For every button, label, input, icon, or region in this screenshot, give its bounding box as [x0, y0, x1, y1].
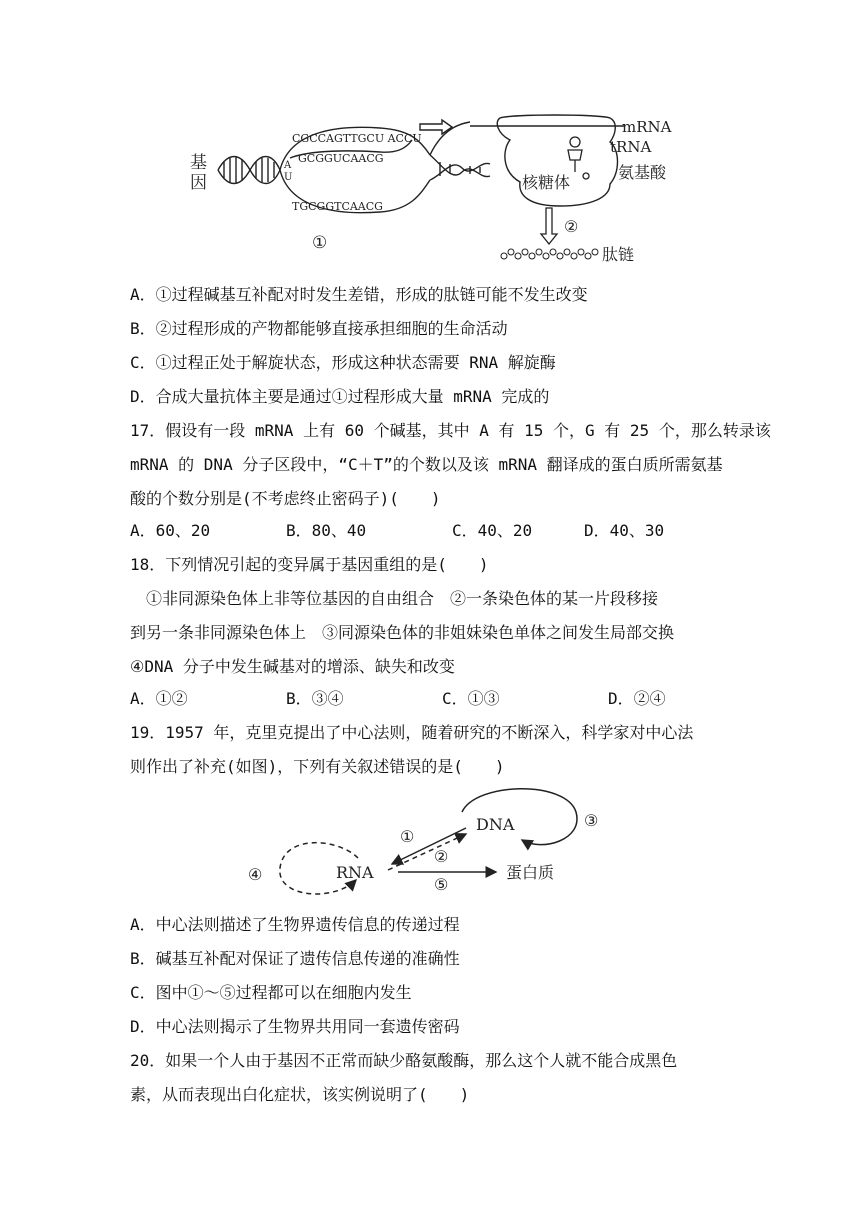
q19-option-b: B．碱基互补配对保证了遗传信息传递的准确性: [130, 949, 460, 968]
sequence-top: CGCCAGTTGCU ACCU: [292, 132, 422, 145]
q19-option-c: C．图中①～⑤过程都可以在细胞内发生: [130, 983, 412, 1002]
process-3-label: ③: [584, 811, 599, 830]
q16-option-a: A．①过程碱基互补配对时发生差错，形成的肽链可能不发生改变: [130, 285, 588, 304]
q19-option-a: A．中心法则描述了生物界遗传信息的传递过程: [130, 915, 460, 934]
sequence-bottom: TGCGGTCAACG: [292, 200, 383, 213]
q17-option-c: C．40、20: [452, 521, 533, 540]
gene-label-1: 基: [190, 153, 207, 173]
ribosome-label: 核糖体: [522, 173, 571, 192]
down-arrow-icon: [541, 208, 557, 244]
gene-label-2: 因: [190, 173, 207, 193]
trna-label: tRNA: [610, 138, 652, 156]
q18-option-d: D．②④: [608, 689, 666, 708]
mrna-label: mRNA: [622, 118, 672, 136]
q19-option-d: D．中心法则揭示了生物界共用同一套遗传密码: [130, 1017, 460, 1036]
q18-option-a: A．①②: [130, 689, 188, 708]
trna-icon: [568, 137, 589, 179]
process-2-label: ②: [434, 847, 449, 866]
sequence-a: A: [284, 160, 292, 171]
process-2-label: ②: [564, 217, 579, 236]
q18-option-c: C．①③: [442, 689, 500, 708]
q20-stem-line-2: 素，从而表现出白化症状，该实例说明了( ): [130, 1085, 470, 1104]
q16-option-b: B．②过程形成的产物都能够直接承担细胞的生命活动: [130, 319, 508, 338]
ribosome-shape: [470, 115, 625, 206]
amino-acid-label: 氨基酸: [618, 163, 667, 182]
q20-stem-line-1: 20．如果一个人由于基因不正常而缺少酪氨酸酶，那么这个人就不能合成黑色: [130, 1051, 678, 1070]
q18-stem-line-2: ①非同源染色体上非等位基因的自由组合 ②一条染色体的某一片段移接: [130, 589, 659, 608]
dna-label: DNA: [476, 815, 515, 834]
protein-label: 蛋白质: [506, 863, 555, 882]
peptide-chain: [501, 249, 598, 259]
q17-option-a: A．60、20: [130, 521, 211, 540]
q16-option-d: D．合成大量抗体主要是通过①过程形成大量 mRNA 完成的: [130, 387, 550, 406]
process-4-label: ④: [248, 865, 263, 884]
rna-label: RNA: [336, 863, 374, 882]
peptide-label: 肽链: [602, 245, 635, 264]
q19-stem-line-1: 19．1957 年，克里克提出了中心法则，随着研究的不断深入，科学家对中心法: [130, 723, 694, 742]
sequence-mrna: GCGGUCAACG: [298, 152, 384, 165]
q17-stem-line-3: 酸的个数分别是(不考虑终止密码子)( ): [130, 489, 441, 508]
sequence-u: U: [284, 172, 293, 183]
q16-option-c: C．①过程正处于解旋状态，形成这种状态需要 RNA 解旋酶: [130, 353, 556, 372]
transcription-translation-figure: [180, 110, 680, 270]
process-1-label: ①: [312, 233, 328, 253]
dna-helix-right: [430, 155, 490, 180]
process-5-label: ⑤: [434, 875, 449, 894]
central-dogma-figure: [240, 782, 620, 902]
q18-stem-line-4: ④DNA 分子中发生碱基对的增添、缺失和改变: [130, 657, 455, 676]
q17-stem-line-1: 17．假设有一段 mRNA 上有 60 个碱基，其中 A 有 15 个，G 有 25 个，那么转录该: [130, 421, 771, 440]
dna-helix-left: [218, 157, 280, 184]
q17-option-b: B．80、40: [286, 521, 367, 540]
q18-option-b: B．③④: [286, 689, 344, 708]
process-1-label: ①: [400, 827, 415, 846]
q17-stem-line-2: mRNA 的 DNA 分子区段中，“C＋T”的个数以及该 mRNA 翻译成的蛋白质所需氨基: [130, 455, 723, 474]
q17-option-d: D．40、30: [584, 521, 665, 540]
q19-stem-line-2: 则作出了补充(如图)，下列有关叙述错误的是( ): [130, 757, 505, 776]
q18-stem-line-3: 到另一条非同源染色体上 ③同源染色体的非姐妹染色单体之间发生局部交换: [130, 623, 675, 642]
q18-stem-line-1: 18．下列情况引起的变异属于基因重组的是( ): [130, 555, 489, 574]
